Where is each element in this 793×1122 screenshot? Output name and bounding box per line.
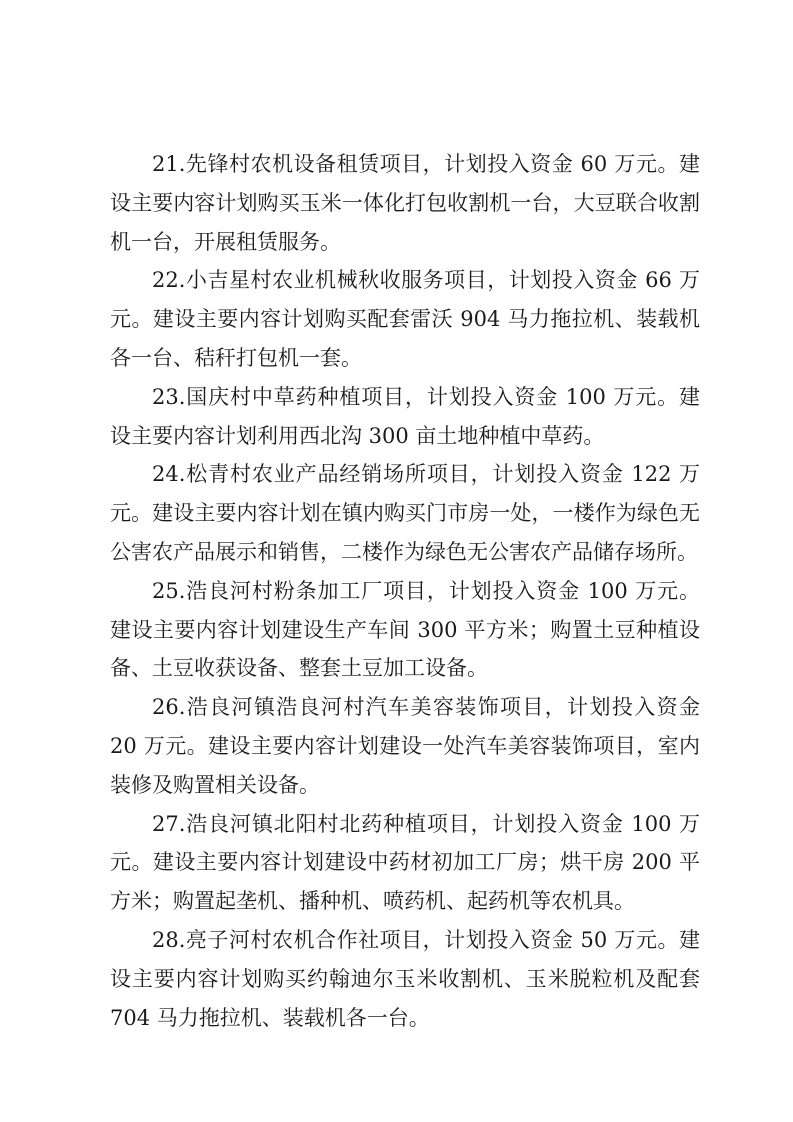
paragraph-item-22: 22.小吉星村农业机械秋收服务项目，计划投入资金 66 万元。建设主要内容计划购买配套雷沃 904 马力拖拉机、装载机各一台、秸秆打包机一套。 [110, 268, 700, 370]
paragraph-item-28: 28.亮子河村农机合作社项目，计划投入资金 50 万元。建设主要内容计划购买约翰迪尔玉米收割机、玉米脱粒机及配套 704 马力拖拉机、装载机各一台。 [110, 927, 700, 1030]
document-body [110, 145, 700, 1037]
paragraph-item-24: 24.松青村农业产品经销场所项目，计划投入资金 122 万元。建设主要内容计划在镇内购买门市房一处，一楼作为绿色无公害农产品展示和销售，二楼作为绿色无公害农产品储存场所。 [110, 462, 700, 564]
paragraph-item-27: 27.浩良河镇北阳村北药种植项目，计划投入资金 100 万元。建设主要内容计划建设中药材初加工厂房；烘干房 200 平方米；购置起垄机、播种机、喷药机、起药机等农机具。 [110, 811, 700, 914]
paragraph-item-23: 23.国庆村中草药种植项目，计划投入资金 100 万元。建设主要内容计划利用西北沟 300 亩土地种植中草药。 [110, 384, 700, 448]
paragraph-item-21: 21.先锋村农机设备租赁项目，计划投入资金 60 万元。建设主要内容计划购买玉米一体化打包收割机一台，大豆联合收割机一台，开展租赁服务。 [110, 152, 700, 254]
paragraph-item-26: 26.浩良河镇浩良河村汽车美容装饰项目，计划投入资金 20 万元。建设主要内容计划建设一处汽车美容装饰项目，室内装修及购置相关设备。 [110, 695, 700, 797]
paragraph-item-25: 25.浩良河村粉条加工厂项目，计划投入资金 100 万元。建设主要内容计划建设生产车间 300 平方米；购置土豆种植设备、土豆收获设备、整套土豆加工设备。 [110, 578, 701, 681]
